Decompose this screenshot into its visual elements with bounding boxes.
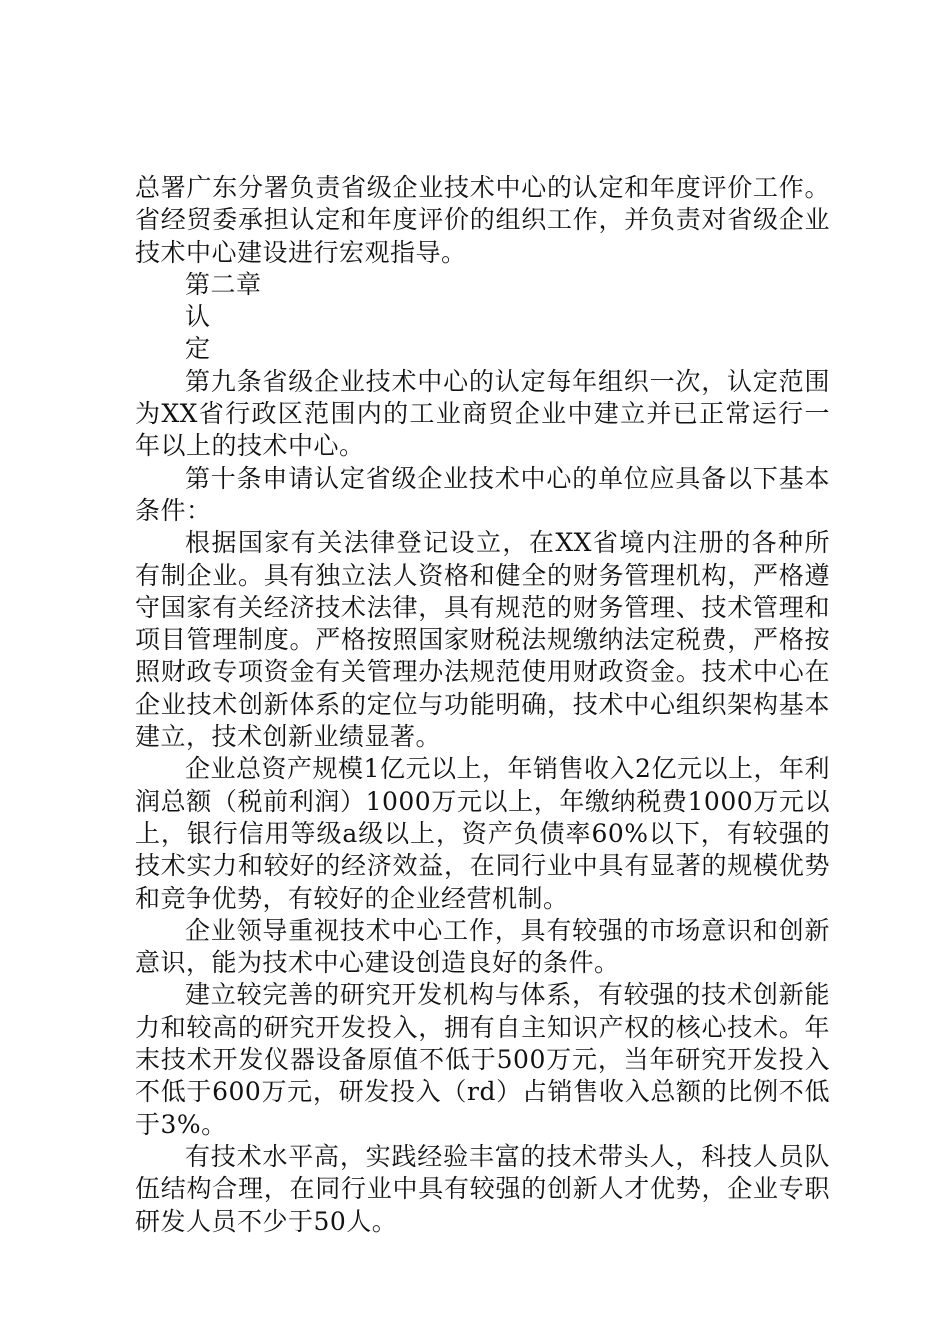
article-10: 第十条申请认定省级企业技术中心的单位应具备以下基本条件： — [135, 463, 830, 525]
condition-registration: 根据国家有关法律登记设立，在XX省境内注册的各种所有制企业。具有独立法人资格和健全的财务管理机构，严格遵守国家有关经济技术法律，具有规范的财务管理、技术管理和项目管理制度。严格按照国家财税法规缴纳法定税费，严格按照财政专项资金有关管理办法规范使用财政资金。技术中心在企业技术创新体系的定位与功能明确，技术中心组织架构基本建立，技术创新业绩显著。 — [135, 528, 830, 752]
chapter-title-char-2: 定 — [185, 334, 211, 364]
condition-personnel: 有技术水平高，实践经验丰富的技术带头人，科技人员队伍结构合理，在同行业中具有较强的创新人才优势，企业专职研发人员不少于50人。 — [135, 1141, 830, 1236]
condition-leadership: 企业领导重视技术中心工作，具有较强的市场意识和创新意识，能为技术中心建设创造良好的条件。 — [135, 915, 830, 978]
document-body — [135, 172, 830, 1238]
chapter-heading: 第二章 — [185, 269, 262, 299]
condition-scale: 企业总资产规模1亿元以上，年销售收入2亿元以上，年利润总额（税前利润）1000万元以上，年缴纳税费1000万元以上，银行信用等级a级以上，资产负债率60%以下，有较强的技术实力和较好的经济效益，在同行业中具有显著的规模优势和竞争优势，有较好的企业经营机制。 — [135, 754, 830, 913]
article-9: 第九条省级企业技术中心的认定每年组织一次，认定范围为XX省行政区范围内的工业商贸企业中建立并已正常运行一年以上的技术中心。 — [135, 366, 830, 461]
paragraph-continuation: 总署广东分署负责省级企业技术中心的认定和年度评价工作。省经贸委承担认定和年度评价的组织工作，并负责对省级企业技术中心建设进行宏观指导。 — [135, 173, 830, 267]
chapter-title-char-1: 认 — [185, 302, 211, 332]
condition-rd: 建立较完善的研究开发机构与体系，有较强的技术创新能力和较高的研究开发投入，拥有自主知识产权的核心技术。年末技术开发仪器设备原值不低于500万元，当年研究开发投入不低于600万元，研发投入（rd）占销售收入总额的比例不低于3%。 — [135, 980, 830, 1139]
